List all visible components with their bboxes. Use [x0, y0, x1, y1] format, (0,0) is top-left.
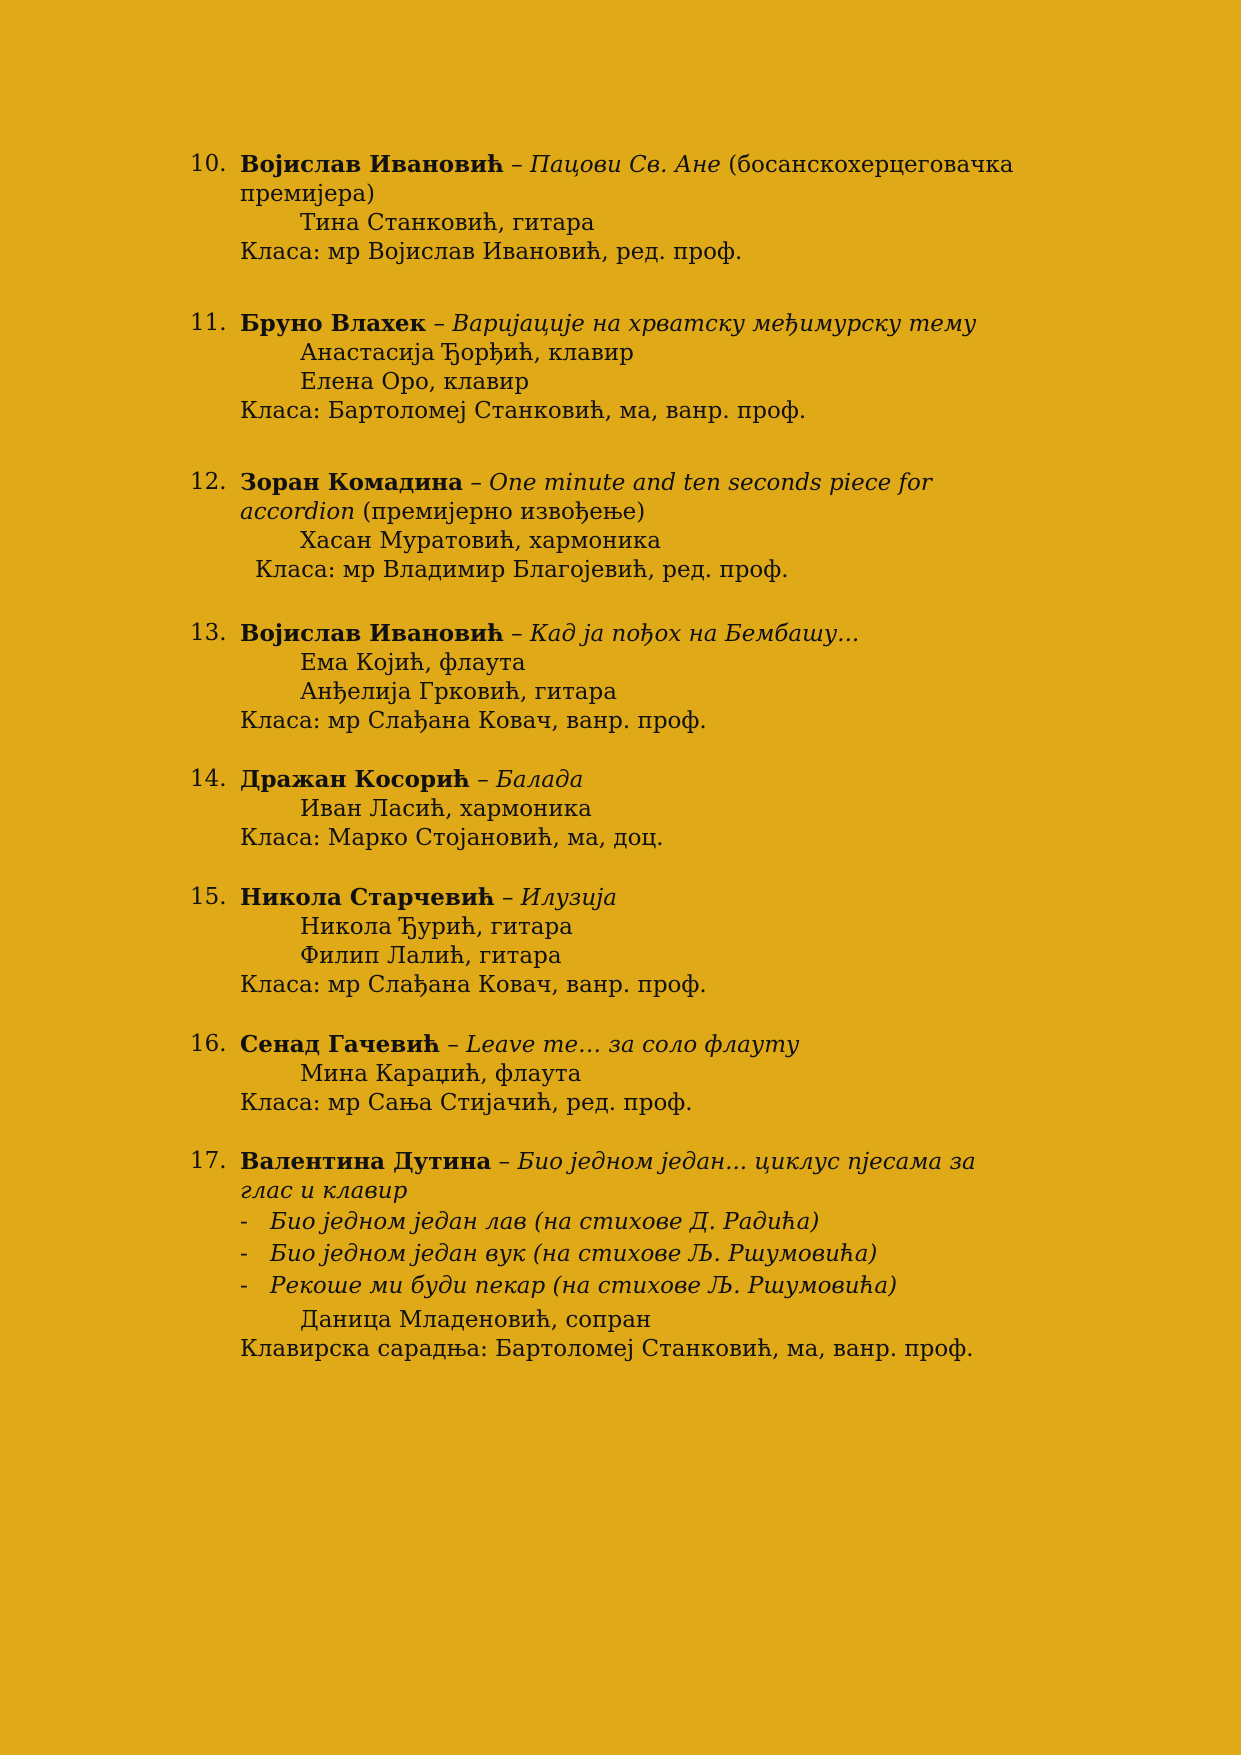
work-title: One minute and ten seconds piece for accordion: [240, 470, 932, 525]
separator: –: [426, 311, 453, 337]
work-note: (босанскохерцеговачка премијера): [240, 152, 1014, 207]
bullet-dash: -: [240, 1241, 248, 1267]
composer-name: Валентина Дутина: [240, 1148, 492, 1175]
movement-item: [240, 1238, 1070, 1270]
performer: Даница Младеновић, сопран: [300, 1307, 652, 1333]
movement-title: Био једном један лав (на стихове Д. Радића): [270, 1209, 820, 1235]
composer-name: Зоран Комадина: [240, 469, 464, 496]
program-item-10: [190, 150, 1070, 267]
class-line: Класа: мр Сања Стијачић, ред. проф.: [240, 1090, 693, 1116]
bullet-dash: -: [240, 1209, 248, 1235]
work-title: Варијације на хрватску међимурску тему: [452, 311, 977, 337]
movement-title: Рекоше ми буди пекар (на стихове Љ. Ршумовића): [270, 1273, 898, 1299]
composer-name: Војислав Ивановић: [240, 151, 504, 178]
class-line: Клавирска сарадња: Бартоломеј Станковић, ма, ванр. проф.: [240, 1336, 974, 1362]
item-number: 10.: [190, 151, 227, 177]
bullet-dash: -: [240, 1273, 248, 1299]
movement-title: Био једном један вук (на стихове Љ. Ршумовића): [270, 1241, 878, 1267]
item-number: 13.: [190, 620, 227, 646]
composer-name: Сенад Гачевић: [240, 1031, 441, 1058]
program-item-11: [190, 309, 1070, 426]
separator: –: [440, 1032, 467, 1058]
movement-list: [240, 1206, 1070, 1302]
program-item-12: [190, 468, 1070, 585]
separator: –: [503, 152, 530, 178]
movement-item: [240, 1206, 1070, 1238]
performer: Анастасија Ђорђић, клавир: [300, 340, 634, 366]
performer: Никола Ђурић, гитара: [300, 914, 573, 940]
work-title: Кад ја пођох на Бембашу...: [529, 621, 860, 647]
program-item-13: [190, 619, 1070, 736]
work-title: Балада: [496, 767, 584, 793]
program-item-15: [190, 883, 1070, 1000]
composer-name: Никола Старчевић: [240, 884, 495, 911]
composer-name: Војислав Ивановић: [240, 620, 504, 647]
work-title: Био једном један... циклус пјесама за глас и клавир: [240, 1149, 976, 1204]
composer-name: Бруно Влахек: [240, 310, 427, 337]
item-number: 14.: [190, 766, 227, 792]
item-number: 11.: [190, 310, 227, 336]
work-note: (премијерно извођење): [355, 499, 646, 525]
item-number: 15.: [190, 884, 227, 910]
performer: Тина Станковић, гитара: [300, 210, 595, 236]
separator: –: [503, 621, 530, 647]
performer: Хасан Муратовић, хармоника: [300, 528, 662, 554]
class-line: Класа: мр Војислав Ивановић, ред. проф.: [240, 239, 743, 265]
program-item-14: [190, 765, 1070, 853]
performer: Филип Лалић, гитара: [300, 943, 562, 969]
class-line: Класа: мр Слађана Ковач, ванр. проф.: [240, 708, 707, 734]
class-line: Класа: мр Слађана Ковач, ванр. проф.: [240, 972, 707, 998]
class-line: Класа: Марко Стојановић, ма, доц.: [240, 825, 664, 851]
separator: –: [491, 1149, 518, 1175]
item-number: 17.: [190, 1148, 227, 1174]
class-line: Класа: Бартоломеј Станковић, ма, ванр. проф.: [240, 398, 807, 424]
work-title: Илузија: [520, 885, 618, 911]
item-number: 12.: [190, 469, 227, 495]
performer: Иван Ласић, хармоника: [300, 796, 592, 822]
program-item-16: [190, 1030, 1070, 1118]
separator: –: [463, 470, 490, 496]
performer: Анђелија Грковић, гитара: [300, 679, 617, 705]
movement-item: [240, 1270, 1070, 1302]
work-title: Leave me… за соло флауту: [466, 1032, 800, 1058]
performer: Мина Караџић, флаута: [300, 1061, 582, 1087]
item-number: 16.: [190, 1031, 227, 1057]
separator: –: [494, 885, 521, 911]
performer: Елена Оро, клавир: [300, 369, 530, 395]
performer: Ема Којић, флаута: [300, 650, 526, 676]
class-line: Класа: мр Владимир Благојевић, ред. проф.: [255, 557, 789, 583]
program-item-17: [190, 1147, 1070, 1364]
separator: –: [469, 767, 497, 793]
composer-name: Дражан Косорић: [240, 766, 470, 793]
work-title: Пацови Св. Ане: [529, 152, 721, 178]
